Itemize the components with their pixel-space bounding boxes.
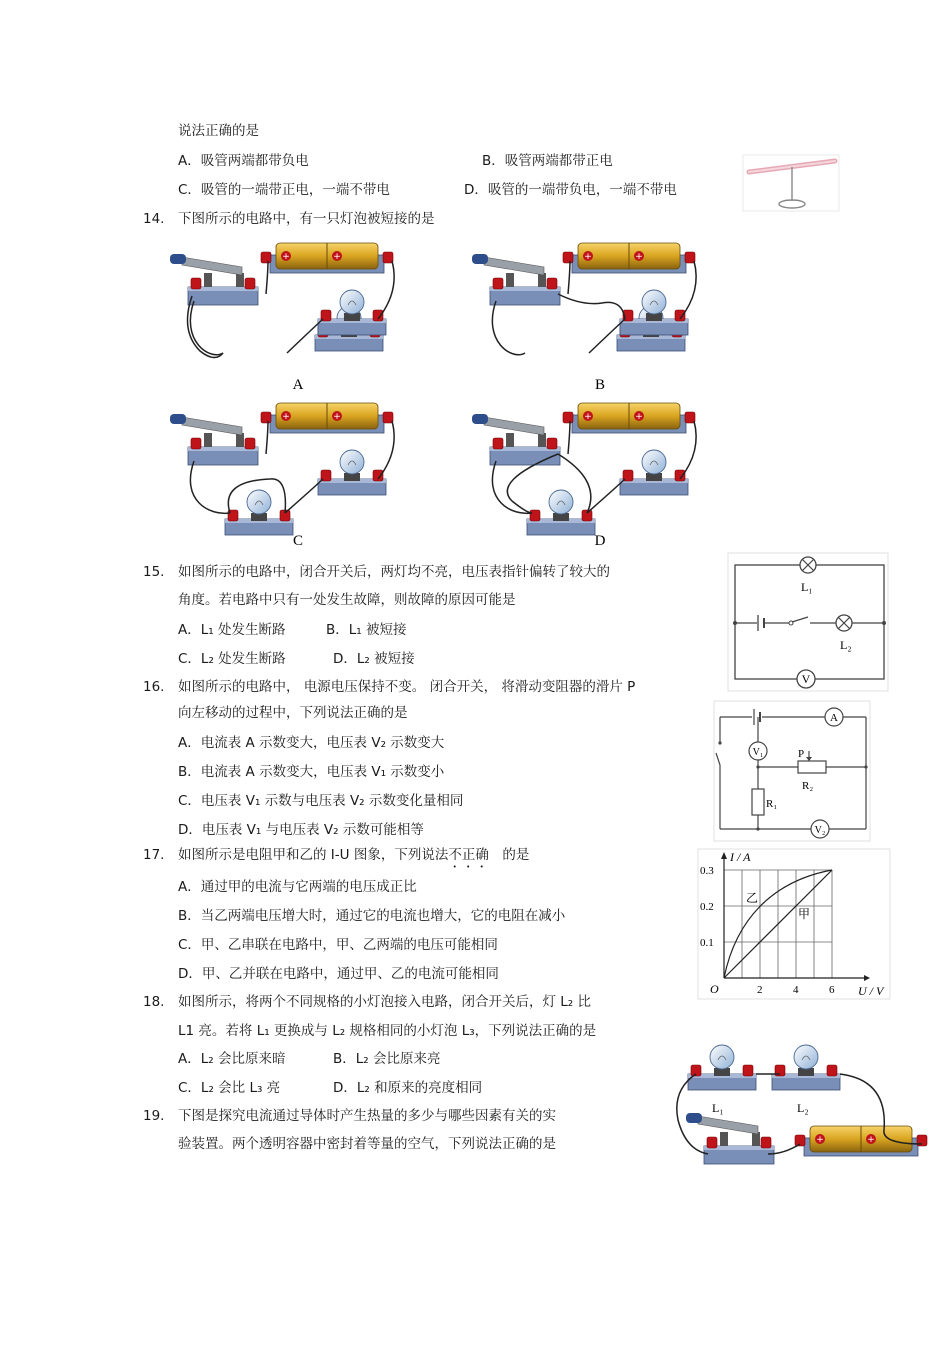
- q16-circuit-diagram: [714, 701, 870, 841]
- q13-stem-tail: 说法正确的是: [178, 123, 259, 139]
- q14-circuit-figures: [170, 241, 690, 547]
- q16-label-v1: V₁: [752, 747, 764, 758]
- q15-number: 15.: [143, 564, 165, 580]
- q16-option-b: B．电流表 A 示数变大，电压表 V₁ 示数变小: [178, 764, 445, 780]
- q17-stem-pre: 如图所示是电阻甲和乙的 I-U 图象，下列说法: [178, 847, 449, 863]
- q18-option-b: B．L₂ 会比原来亮: [333, 1051, 441, 1067]
- xtick-6: 6: [829, 984, 835, 996]
- q16-option-c: C．电压表 V₁ 示数与电压表 V₂ 示数变化量相同: [178, 793, 464, 809]
- q16-option-a: A．电流表 A 示数变大，电压表 V₂ 示数变大: [178, 735, 445, 751]
- q17-option-a: A．通过甲的电流与它两端的电压成正比: [178, 879, 417, 895]
- q15-option-a: A．L₁ 处发生断路: [178, 622, 286, 638]
- q15-option-c: C．L₂ 处发生断路: [178, 651, 286, 667]
- q17-option-c: C．甲、乙串联在电路中，甲、乙两端的电压可能相同: [178, 937, 498, 953]
- q17-stem-post: 的是: [502, 847, 530, 863]
- xtick-2: 2: [757, 984, 763, 996]
- q19-stem-line2: 验装置。两个透明容器中密封着等量的空气，下列说法正确的是: [178, 1136, 556, 1152]
- q13-option-c: C．吸管的一端带正电，一端不带电: [178, 182, 390, 198]
- q14-label-a: A: [292, 377, 304, 393]
- q15-option-d: D．L₂ 被短接: [333, 651, 415, 667]
- q14-number: 14.: [143, 211, 165, 227]
- q17-iu-graph: [698, 849, 890, 999]
- q17-number: 17.: [143, 847, 165, 863]
- q16-label-a: A: [830, 712, 838, 724]
- q16-label-r2: R₂: [802, 780, 814, 792]
- q18-option-c: C．L₂ 会比 L₃ 亮: [178, 1080, 281, 1096]
- label-jia: 甲: [798, 907, 811, 921]
- q18-label-l1: L₁: [712, 1101, 724, 1115]
- q17-stem-emphasis: 不正确: [448, 847, 489, 863]
- q16-number: 16.: [143, 679, 165, 695]
- q15-label-l1: L₁: [801, 580, 813, 594]
- q17-stem: [178, 846, 529, 871]
- q16-option-d: D．电压表 V₁ 与电压表 V₂ 示数可能相等: [178, 822, 424, 838]
- q18-number: 18.: [143, 994, 165, 1010]
- q13-option-b: B．吸管两端都带正电: [482, 153, 613, 169]
- q17-option-d: D．甲、乙并联在电路中，通过甲、乙的电流可能相同: [178, 966, 499, 982]
- q15-circuit-diagram: [728, 553, 888, 691]
- q16-label-r1: R₁: [766, 798, 778, 810]
- q15-label-v: V: [801, 672, 811, 686]
- graph-xlabel: U / V: [858, 984, 884, 998]
- q15-option-b: B．L₁ 被短接: [326, 622, 407, 638]
- xtick-4: 4: [793, 984, 799, 996]
- q16-stem-line1: 如图所示的电路中， 电源电压保持不变。 闭合开关， 将滑动变阻器的滑片 P: [178, 679, 636, 695]
- q19-stem-line1: 下图是探究电流通过导体时产生热量的多少与哪些因素有关的实: [178, 1108, 556, 1124]
- ytick-0-3: 0.3: [700, 865, 714, 877]
- ytick-0-1: 0.1: [700, 937, 714, 949]
- q16-label-p: P: [798, 748, 805, 760]
- q14-label-d: D: [594, 533, 606, 549]
- q14-label-c: C: [292, 533, 304, 549]
- q18-stem-line2: L1 亮。若将 L₁ 更换成与 L₂ 规格相同的小灯泡 L₃，下列说法正确的是: [178, 1023, 597, 1039]
- q18-circuit-figure: [672, 1050, 890, 1168]
- q17-option-b: B．当乙两端电压增大时，通过它的电流也增大，它的电阻在减小: [178, 908, 566, 924]
- q15-stem-line1: 如图所示的电路中，闭合开关后，两灯均不亮，电压表指针偏转了较大的: [178, 564, 610, 580]
- q18-label-l2: L₂: [797, 1101, 809, 1115]
- q13-option-a: A．吸管两端都带负电: [178, 153, 309, 169]
- q13-option-d: D．吸管的一端带负电，一端不带电: [464, 182, 677, 198]
- ytick-0-2: 0.2: [700, 901, 714, 913]
- q19-number: 19.: [143, 1108, 165, 1124]
- q16-label-v2: V₂: [814, 825, 826, 836]
- q14-stem: 下图所示的电路中，有一只灯泡被短接的是: [178, 211, 435, 227]
- q18-option-d: D．L₂ 和原来的亮度相同: [333, 1080, 483, 1096]
- q18-option-a: A．L₂ 会比原来暗: [178, 1051, 286, 1067]
- q18-stem-line1: 如图所示，将两个不同规格的小灯泡接入电路，闭合开关后，灯 L₂ 比: [178, 994, 592, 1010]
- graph-ylabel: I / A: [730, 850, 751, 864]
- q15-stem-line2: 角度。若电路中只有一处发生故障，则故障的原因可能是: [178, 592, 516, 608]
- straw-stand-figure: [743, 155, 839, 211]
- q14-label-b: B: [594, 377, 606, 393]
- graph-origin: O: [710, 982, 719, 996]
- q15-label-l2: L₂: [840, 638, 852, 652]
- q16-stem-line2: 向左移动的过程中，下列说法正确的是: [178, 705, 408, 721]
- label-yi: 乙: [746, 891, 759, 905]
